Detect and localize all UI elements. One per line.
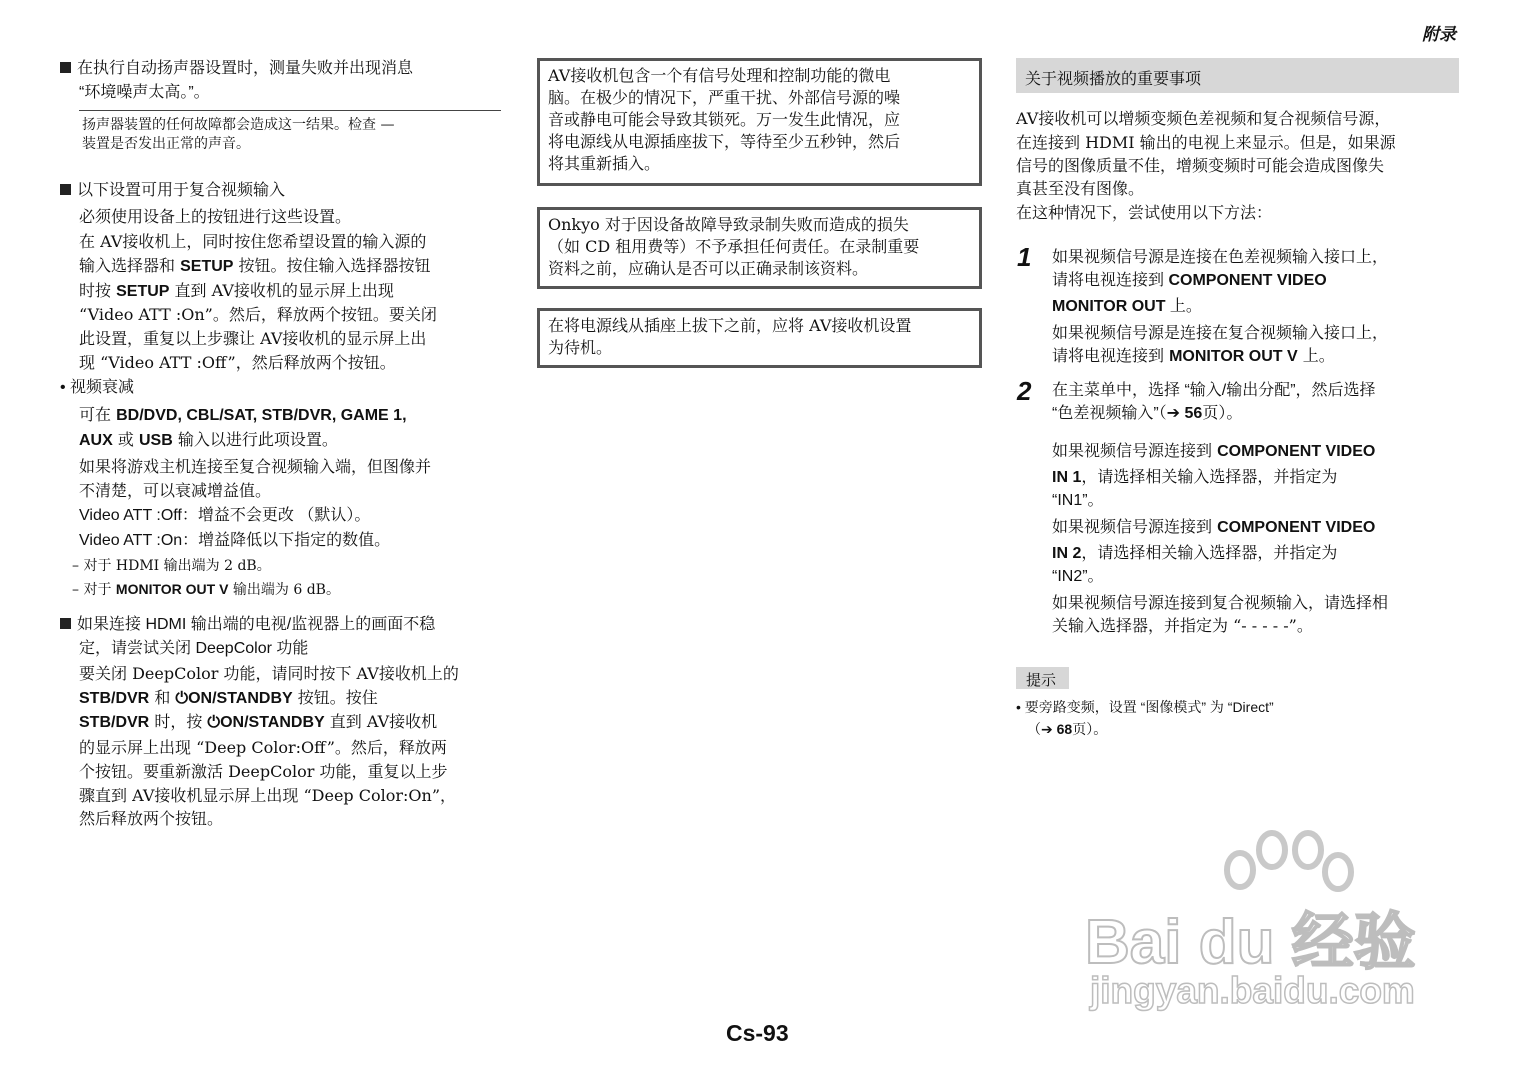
step2-line: “色差视频输入”（➔ 56页）。 — [1052, 405, 1243, 422]
para: 的显示屏上出现 “Deep Color:Off”。然后，释放两 — [79, 738, 447, 757]
para: 在 AV接收机上，同时按住您希望设置的输入源的 — [79, 232, 427, 251]
box-line: 资料之前，应确认是否可以正确录制该资料。 — [548, 259, 869, 278]
intro: 在这种情况下，尝试使用以下方法： — [1016, 203, 1273, 222]
para: 个按钮。要重新激活 DeepColor 功能，重复以上步 — [79, 762, 448, 781]
step2-line: 如果视频信号源连接到 COMPONENT VIDEO — [1052, 441, 1376, 460]
para: 此设置，重复以上步骤让 AV接收机的显示屏上出 — [79, 329, 427, 348]
heading-speaker: 在执行自动扬声器设置时，测量失败并出现消息 — [60, 58, 413, 80]
step2-line: IN 2，请选择相关输入选择器，并指定为 — [1052, 543, 1338, 562]
step1-line: 请将电视连接到 COMPONENT VIDEO — [1052, 272, 1327, 289]
para: 必须使用设备上的按钮进行这些设置。 — [79, 207, 352, 226]
step-number-2: 2 — [1017, 376, 1032, 406]
note-speaker-1: 扬声器装置的任何故障都会造成这一结果。检查 — — [82, 117, 395, 133]
para: Video ATT :On：增益降低以下指定的数值。 — [79, 532, 391, 549]
note-speaker-2: 装置是否发出正常的声音。 — [82, 136, 250, 152]
para: 可在 BD/DVD, CBL/SAT, STB/DVR, GAME 1, — [79, 405, 407, 424]
box-line: 脑。在极少的情况下，严重干扰、外部信号源的噪 — [548, 88, 901, 107]
para: Video ATT :Off：增益不会更改 （默认）。 — [79, 507, 371, 524]
box-line: 将电源线从电源插座拔下，等待至少五秒钟，然后 — [548, 132, 901, 151]
step1-line: MONITOR OUT 上。 — [1052, 298, 1202, 315]
para: – 对于 MONITOR OUT V 输出端为 6 dB。 — [72, 581, 340, 598]
box-line: （如 CD 租用费等）不予承担任何责任。在录制重要 — [548, 237, 920, 256]
left-column — [0, 0, 520, 1075]
step-number-1: 1 — [1017, 242, 1032, 272]
para: “Video ATT :On”。然后，释放两个按钮。要关闭 — [79, 305, 437, 324]
para: 不清楚，可以衰减增益值。 — [79, 481, 272, 500]
para: AUX 或 USB 输入以进行此项设置。 — [79, 430, 338, 449]
box-line: AV接收机包含一个有信号处理和控制功能的微电 — [548, 66, 891, 85]
notice-box-liability — [537, 207, 982, 289]
step2-line: 如果视频信号源连接到 COMPONENT VIDEO — [1052, 517, 1376, 536]
para: 时按 SETUP 直到 AV接收机的显示屏上出现 — [79, 281, 394, 300]
section-header: 附录 — [1422, 25, 1456, 44]
para: 现 “Video ATT :Off”，然后释放两个按钮。 — [79, 353, 396, 372]
step2-line: “IN1”。 — [1052, 492, 1104, 509]
intro: 在连接到 HDMI 输出的电视上来显示。但是，如果源 — [1016, 133, 1396, 152]
bullet-video-att: • 视频衰减 — [60, 379, 135, 396]
para: 要关闭 DeepColor 功能，请同时按下 AV接收机上的 — [79, 664, 459, 683]
para: 骤直到 AV接收机显示屏上出现 “Deep Color:On”， — [79, 786, 457, 805]
section-title-bar — [1016, 58, 1459, 93]
box-line: 将其重新插入。 — [548, 154, 661, 173]
notice-box-standby — [537, 308, 982, 368]
step1-line: 如果视频信号源是连接在色差视频输入接口上， — [1052, 249, 1389, 266]
tip-line: （➔ 68页）。 — [1027, 721, 1108, 737]
box-line: 为待机。 — [548, 338, 613, 357]
divider — [79, 110, 501, 111]
para: 如果将游戏主机连接至复合视频输入端，但图像并 — [79, 457, 432, 476]
tip-label — [1016, 667, 1069, 689]
intro: 真甚至没有图像。 — [1016, 179, 1145, 198]
tip-line: • 要旁路变频，设置 “图像模式” 为 “Direct” — [1016, 699, 1274, 715]
tip-label-text: 提示 — [1026, 672, 1057, 689]
watermark-logo: Bai du 经验 — [1085, 908, 1416, 977]
heading-speaker-2: “环境噪声太高。”。 — [79, 84, 210, 101]
page-number: Cs-93 — [726, 1020, 789, 1046]
section-title: 关于视频播放的重要事项 — [1025, 71, 1202, 88]
para: 然后释放两个按钮。 — [79, 809, 224, 828]
para: STB/DVR 时，按 ⏻ON/STANDBY 直到 AV接收机 — [79, 712, 438, 731]
step2-line: “IN2”。 — [1052, 568, 1104, 585]
heading-deepcolor-2: 定，请尝试关闭 DeepColor 功能 — [79, 640, 309, 657]
step1-line: 如果视频信号源是连接在复合视频输入接口上， — [1052, 323, 1389, 342]
baidu-watermark — [1085, 830, 1465, 1020]
intro: AV接收机可以增频变频色差视频和复合视频信号源， — [1016, 109, 1391, 128]
para: 输入选择器和 SETUP 按钮。按住输入选择器按钮 — [79, 256, 431, 275]
heading-composite: 以下设置可用于复合视频输入 — [60, 180, 285, 202]
para: – 对于 HDMI 输出端为 2 dB。 — [72, 558, 271, 574]
step2-line: IN 1，请选择相关输入选择器，并指定为 — [1052, 467, 1338, 486]
box-line: Onkyo 对于因设备故障导致录制失败而造成的损失 — [548, 215, 909, 234]
step2-line: 在主菜单中，选择 “输入/输出分配”，然后选择 — [1052, 382, 1376, 399]
notice-box-lockup — [537, 58, 982, 186]
para: STB/DVR 和 ⏻ON/STANDBY 按钮。按住 — [79, 688, 378, 707]
step2-line: 如果视频信号源连接到复合视频输入，请选择相 — [1052, 593, 1389, 612]
step2-line: 关输入选择器，并指定为 “- - - - -”。 — [1052, 616, 1313, 635]
step1-line: 请将电视连接到 MONITOR OUT V 上。 — [1052, 346, 1335, 365]
box-line: 在将电源线从插座上拔下之前，应将 AV接收机设置 — [548, 316, 912, 335]
watermark-url: jingyan.baidu.com — [1090, 970, 1415, 1011]
intro: 信号的图像质量不佳，增频变频时可能会造成图像失 — [1016, 156, 1385, 175]
heading-deepcolor: 如果连接 HDMI 输出端的电视/监视器上的画面不稳 — [60, 614, 435, 636]
box-line: 音或静电可能会导致其锁死。万一发生此情况，应 — [548, 110, 901, 129]
